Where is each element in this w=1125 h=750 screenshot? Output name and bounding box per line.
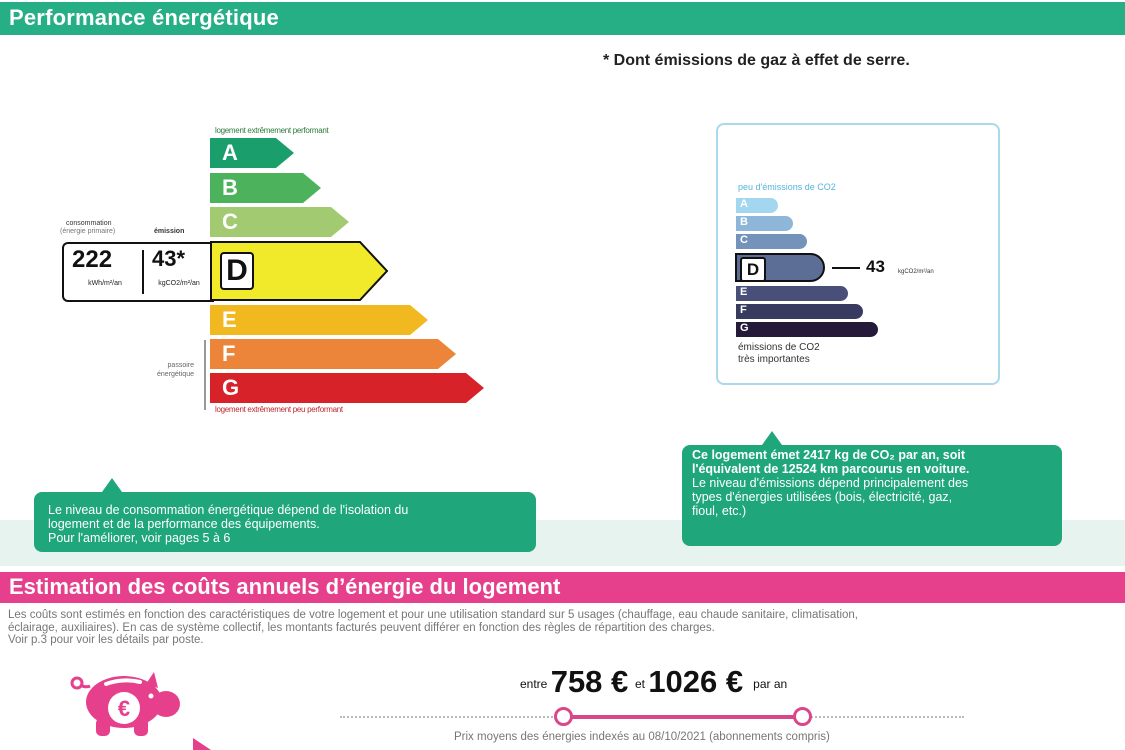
energie-primaire-label: (énergie primaire)	[60, 228, 116, 235]
ges-bottom-caption: émissions de CO2 très importantes	[738, 342, 820, 365]
emission-unit: kgCO2/m²/an	[158, 280, 200, 287]
dpe-current-class: D	[220, 252, 254, 290]
emission-label: émission	[154, 228, 185, 235]
ges-unit: kgCO2/m²/an	[898, 269, 934, 275]
consumption-unit: kWh/m²/an	[88, 280, 122, 287]
ges-value: 43	[866, 257, 885, 276]
ges-bar-e: E	[736, 286, 848, 301]
passoire-bracket	[204, 340, 206, 410]
consommation-label: consommation	[66, 220, 112, 227]
arrow-decoration	[193, 738, 211, 750]
costs-title: Estimation des coûts annuels d’énergie du logement	[9, 574, 561, 599]
cost-max: 1026 €	[648, 664, 744, 699]
ges-pointer-line	[832, 267, 860, 269]
cost-min-marker	[554, 707, 573, 726]
dpe-bar-g: G	[210, 373, 484, 403]
emission-footnote: * Dont émissions de gaz à effet de serre.	[603, 52, 910, 69]
costs-description: Les coûts sont estimés en fonction des caractéristiques de votre logement et pour une utilisation standard sur 5 usages (chauffage, eau chaude sanitaire, climatisation, éclairage, auxiliaires). En cas de système collectif, les montants facturés peuvent différer en fonction des règles de répartition des charges. Voir p.3 pour voir les détails par poste.	[8, 609, 859, 646]
dpe-arrow-e-shape	[210, 305, 428, 335]
dpe-bar-a: A	[210, 138, 294, 168]
costs-header	[0, 572, 1125, 603]
emission-value: 43*	[152, 246, 186, 271]
consumption-info-bubble: Le niveau de consommation énergétique dépend de l'isolation du logement et de la performance des équipements. Pour l'améliorer, voir pages 5 à 6	[34, 492, 536, 552]
dpe-bottom-caption: logement extrêmement peu performant	[215, 405, 343, 414]
ges-bar-f: F	[736, 304, 863, 319]
performance-header	[0, 2, 1125, 35]
dpe-bar-d-current	[210, 241, 388, 301]
bubble-pointer-consumption	[102, 478, 122, 492]
cost-max-marker	[793, 707, 812, 726]
prices-note: Prix moyens des énergies indexés au 08/10/2021 (abonnements compris)	[454, 731, 830, 743]
dpe-bar-f: F	[210, 339, 456, 369]
cost-range: entre 758 € et 1026 € par an	[520, 664, 788, 699]
value-separator	[142, 250, 144, 294]
passoire-label-1: passoire	[167, 362, 194, 369]
cost-range-bar	[563, 715, 803, 719]
dpe-arrow-f-shape	[210, 339, 456, 369]
ges-bar-c: C	[736, 234, 807, 249]
dpe-value-box	[62, 242, 214, 302]
ges-current-class: D	[740, 257, 766, 282]
dpe-arrow-g-shape	[210, 373, 484, 403]
bubble-pointer-emission	[762, 431, 782, 445]
passoire-label-2: énergétique	[157, 371, 194, 378]
dpe-bar-c: C	[210, 207, 349, 237]
dpe-top-caption: logement extrêmement performant	[215, 126, 329, 135]
consumption-value: 222	[72, 246, 113, 273]
emission-info-bubble: Ce logement émet 2417 kg de CO₂ par an, soit l'équivalent de 12524 km parcourus en voiture. Le niveau d'émissions dépend principalement des types d'énergies utilisées (bois, électricité, gaz, fioul, etc.)	[682, 445, 1062, 546]
dpe-bar-b: B	[210, 173, 321, 203]
ges-bar-b: B	[736, 216, 793, 231]
dpe-bar-e: E	[210, 305, 428, 335]
ges-bar-a: A	[736, 198, 778, 213]
ges-bar-g: G	[736, 322, 878, 337]
performance-title: Performance énergétique	[9, 5, 279, 30]
cost-min: 758 €	[550, 664, 629, 699]
ges-top-caption: peu d'émissions de CO2	[738, 182, 836, 192]
piggy-bank-euro-icon	[68, 664, 192, 742]
ges-bar-d-current	[735, 253, 825, 282]
svg-text:€: €	[117, 696, 131, 721]
